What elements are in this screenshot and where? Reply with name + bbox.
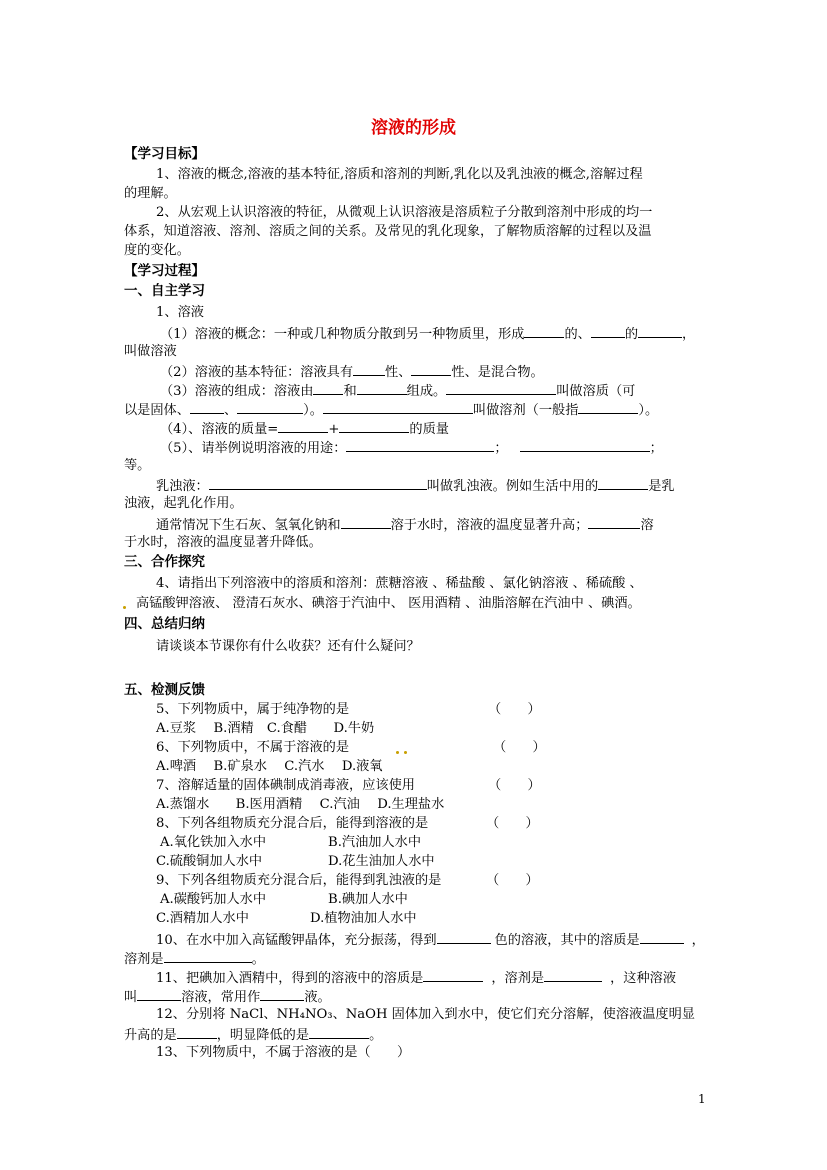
section-3-heading: 三、合作探究	[124, 554, 205, 570]
question-10-line-2: 溶剂是 。	[124, 948, 265, 969]
blank[interactable]	[177, 1024, 217, 1039]
blank[interactable]	[237, 399, 303, 414]
blank[interactable]	[260, 986, 304, 1001]
answer-paren[interactable]: （ ）	[486, 873, 539, 888]
section-5-heading: 五、检测反馈	[124, 682, 205, 698]
blank[interactable]	[638, 323, 682, 338]
question-6-options: A.啤酒 B.矿泉水 C.汽水 D.液氧	[156, 759, 383, 774]
blank[interactable]	[278, 418, 328, 433]
emulsion-line-2: 浊液，起乳化作用。	[124, 496, 243, 511]
features-line: （2）溶液的基本特征：溶液具有 性、 性、是混合物。	[160, 361, 544, 382]
objectives-heading: 【学习目标】	[124, 146, 205, 162]
usage-line-2: 等。	[124, 458, 151, 473]
blank[interactable]	[544, 967, 602, 982]
question-8-option-d: D.花生油加人水中	[328, 854, 435, 869]
question-8: 8、下列各组物质充分混合后，能得到溶液的是	[156, 816, 429, 831]
question-11-line-2: 叫 溶液，常用作 液。	[124, 986, 331, 1007]
question-13: 13、下列物质中，不属于溶液的是（ ）	[156, 1045, 411, 1060]
section-4-heading: 四、总结归纳	[124, 616, 205, 632]
question-12-line-2: 升高的是 ，明显降低的是 。	[124, 1024, 382, 1045]
question-7: 7、溶解适量的固体碘制成消毒液，应该使用	[156, 778, 415, 793]
item-1-label: 1、溶液	[156, 305, 204, 320]
answer-paren[interactable]: （ ）	[488, 778, 541, 793]
blank[interactable]	[591, 323, 625, 338]
blank[interactable]	[137, 986, 181, 1001]
temperature-line-2: 于水时，溶液的温度显著升降低。	[124, 535, 322, 550]
blank[interactable]	[411, 361, 451, 376]
question-9-option-a: A.碳酸钙加人水中	[160, 892, 267, 907]
blank[interactable]	[339, 418, 409, 433]
emulsion-line: 乳浊液： 叫做乳浊液。例如生活中用的 是乳	[156, 475, 675, 496]
question-12-line-1: 12、分别将 NaCl、NH₄NO₃、NaOH 固体加入到水中，使它们充分溶解，使溶液温度明显	[156, 1007, 695, 1022]
stray-mark	[123, 606, 126, 609]
question-8-option-b: B.汽油加人水中	[328, 835, 422, 850]
blank[interactable]	[437, 929, 491, 944]
question-5-options: A.豆浆 B.酒精 C.食醋 D.牛奶	[156, 721, 375, 736]
composition-line-2: 以是固体、 、 ）。 叫做溶剂（一般指 ）。	[124, 399, 658, 420]
objective-1-line-2: 的理解。	[124, 186, 177, 201]
answer-paren[interactable]: （ ）	[488, 702, 541, 717]
blank[interactable]	[357, 380, 407, 395]
concept-line-2: 叫做溶液	[124, 344, 177, 359]
blank[interactable]	[520, 437, 650, 452]
question-4-line-2: 高锰酸钾溶液、 澄清石灰水、碘溶于汽油中、 医用酒精 、油脂溶解在汽油中 、碘酒。	[136, 596, 641, 611]
question-6: 6、下列物质中，不属于溶液的是	[156, 740, 350, 755]
stray-mark	[396, 751, 399, 754]
blank[interactable]	[323, 399, 473, 414]
blank[interactable]	[190, 399, 224, 414]
blank[interactable]	[346, 437, 494, 452]
question-5: 5、下列物质中，属于纯净物的是	[156, 702, 350, 717]
blank[interactable]	[313, 380, 343, 395]
question-11-line-1: 11、把碘加入酒精中，得到的溶液中的溶质是 ，溶剂是 ，这种溶液	[156, 967, 676, 988]
question-10-line-1: 10、在水中加入高锰酸钾晶体，充分振荡，得到 色的溶液，其中的溶质是 ，	[156, 929, 705, 950]
blank[interactable]	[209, 475, 427, 490]
question-9: 9、下列各组物质充分混合后，能得到乳浊液的是	[156, 873, 442, 888]
answer-paren[interactable]: （ ）	[486, 816, 539, 831]
question-8-option-c: C.硫酸铜加人水中	[156, 854, 263, 869]
question-8-option-a: A.氧化铁加入水中	[160, 835, 267, 850]
process-heading: 【学习过程】	[124, 263, 205, 279]
question-9-option-b: B.碘加人水中	[328, 892, 408, 907]
section-1-heading: 一、自主学习	[124, 283, 205, 299]
blank[interactable]	[353, 361, 385, 376]
blank[interactable]	[588, 514, 640, 529]
question-9-option-d: D.植物油加人水中	[310, 911, 417, 926]
composition-line: （3）溶液的组成：溶液由 和 组成。 叫做溶质（可	[160, 380, 635, 401]
blank[interactable]	[598, 475, 648, 490]
blank[interactable]	[640, 929, 684, 944]
blank[interactable]	[164, 948, 252, 963]
stray-mark	[404, 751, 407, 754]
blank[interactable]	[446, 380, 556, 395]
mass-line: （4）、溶液的质量= + 的质量	[160, 418, 449, 439]
concept-line: （1）溶液的概念：一种或几种物质分散到另一种物质里，形成 的、 的 ，	[160, 323, 695, 344]
blank[interactable]	[578, 399, 638, 414]
blank[interactable]	[309, 1024, 369, 1039]
question-7-options: A.蒸馏水 B.医用酒精 C.汽油 D.生理盐水	[156, 797, 445, 812]
page-number: 1	[698, 1092, 706, 1106]
objective-1-line-1: 1、溶液的概念,溶液的基本特征,溶质和溶剂的判断,乳化以及乳浊液的概念,溶解过程	[156, 167, 643, 182]
page-title: 溶液的形成	[371, 118, 456, 138]
objective-2-line-3: 度的变化。	[124, 243, 190, 258]
summary-prompt: 请谈谈本节课你有什么收获？还有什么疑问？	[156, 639, 420, 654]
blank[interactable]	[423, 967, 483, 982]
answer-paren[interactable]: （ ）	[493, 740, 546, 755]
question-9-option-c: C.酒精加人水中	[156, 911, 249, 926]
objective-2-line-2: 体系，知道溶液、溶剂、溶质之间的关系。及常见的乳化现象，了解物质溶解的过程以及温	[124, 224, 652, 239]
question-4-line-1: 4、请指出下列溶液中的溶质和溶剂：蔗糖溶液 、稀盐酸 、氯化钠溶液 、稀硫酸 、	[156, 576, 643, 591]
temperature-line: 通常情况下生石灰、氢氧化钠和 溶于水时，溶液的温度显著升高； 溶	[156, 514, 654, 535]
objective-2-line-1: 2、从宏观上认识溶液的特征，从微观上认识溶液是溶质粒子分散到溶剂中形成的均一	[156, 205, 653, 220]
blank[interactable]	[524, 323, 564, 338]
usage-line: （5）、请举例说明溶液的用途： ； ；	[160, 437, 663, 458]
blank[interactable]	[341, 514, 391, 529]
